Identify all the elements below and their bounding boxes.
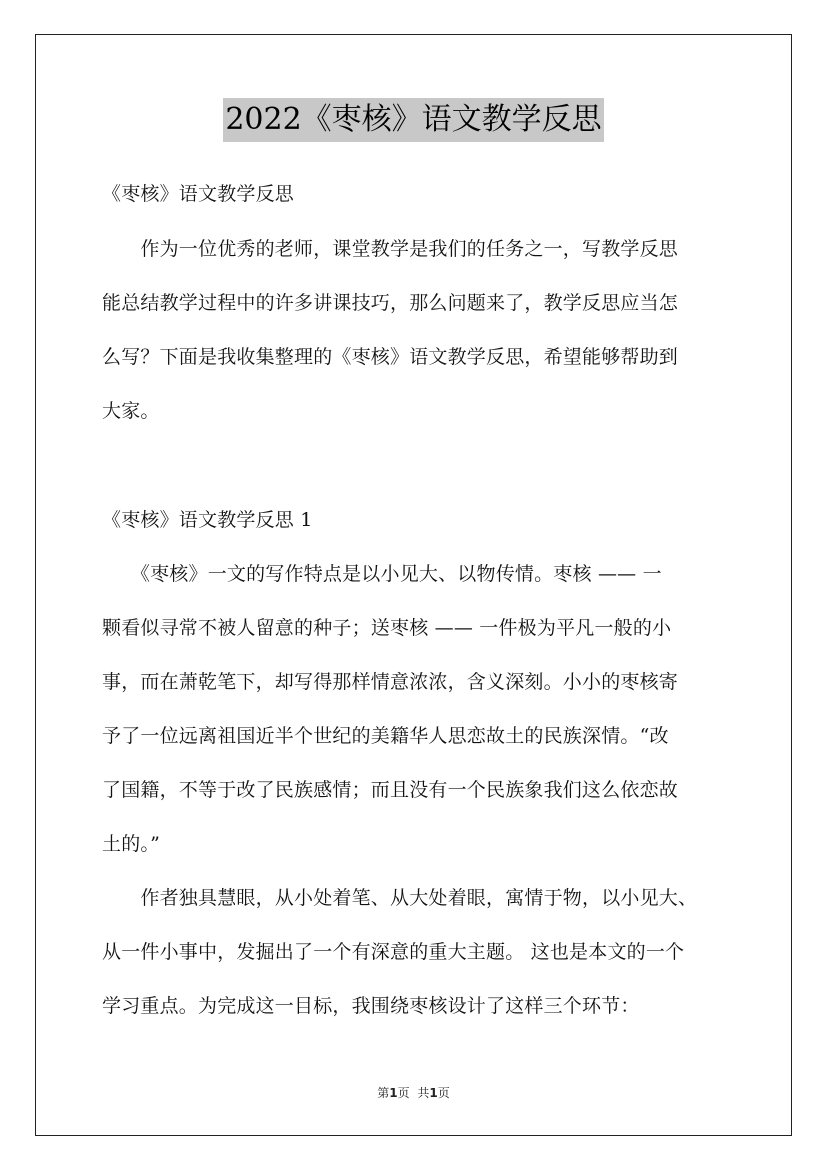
text-line: 予了一位远离祖国近半个世纪的美籍华人思恋故土的民族深情。“改 <box>102 725 669 747</box>
text-line: 《枣核》语文教学反思 <box>102 183 295 205</box>
text-line: 从一件小事中，发掘出了一个有深意的重大主题。 这也是本文的一个 <box>102 941 685 963</box>
text-line: 土的。” <box>102 833 161 855</box>
page-footer <box>0 1085 827 1101</box>
text-line: 颗看似寻常不被人留意的种子；送枣核 —— 一件极为平凡一般的小 <box>102 617 672 639</box>
footer-total-suffix: 页 <box>437 1086 450 1100</box>
text-line: 作为一位优秀的老师，课堂教学是我们的任务之一，写教学反思 <box>102 238 679 260</box>
text-line: 大家。 <box>102 400 160 422</box>
text-line: 作者独具慧眼，从小处着笔、从大处着眼，寓情于物，以小见大、 <box>102 887 698 909</box>
text-line: 了国籍，不等于改了民族感情；而且没有一个民族象我们这么依恋故 <box>102 779 679 801</box>
footer-page-prefix: 第 <box>377 1086 390 1100</box>
text-line: 学习重点。为完成这一目标，我围绕枣核设计了这样三个环节： <box>102 995 640 1017</box>
text-line: 事，而在萧乾笔下，却写得那样情意浓浓，含义深刻。小小的枣核寄 <box>102 671 679 693</box>
footer-page-suffix: 页 <box>397 1086 410 1100</box>
text-line: 么写？下面是我收集整理的《枣核》语文教学反思，希望能够帮助到 <box>102 346 679 368</box>
footer-total-prefix: 共 <box>417 1086 430 1100</box>
document-title: 2022《枣核》语文教学反思 <box>223 98 603 142</box>
text-line: 《枣核》一文的写作特点是以小见大、以物传情。枣核 —— 一 <box>102 563 662 585</box>
text-line: 《枣核》语文教学反思 1 <box>102 509 313 531</box>
footer-page-number: 1 <box>389 1086 398 1100</box>
text-line: 能总结教学过程中的许多讲课技巧，那么问题来了，教学反思应当怎 <box>102 292 679 314</box>
title-wrap <box>0 98 827 142</box>
footer-total-number: 1 <box>429 1086 438 1100</box>
